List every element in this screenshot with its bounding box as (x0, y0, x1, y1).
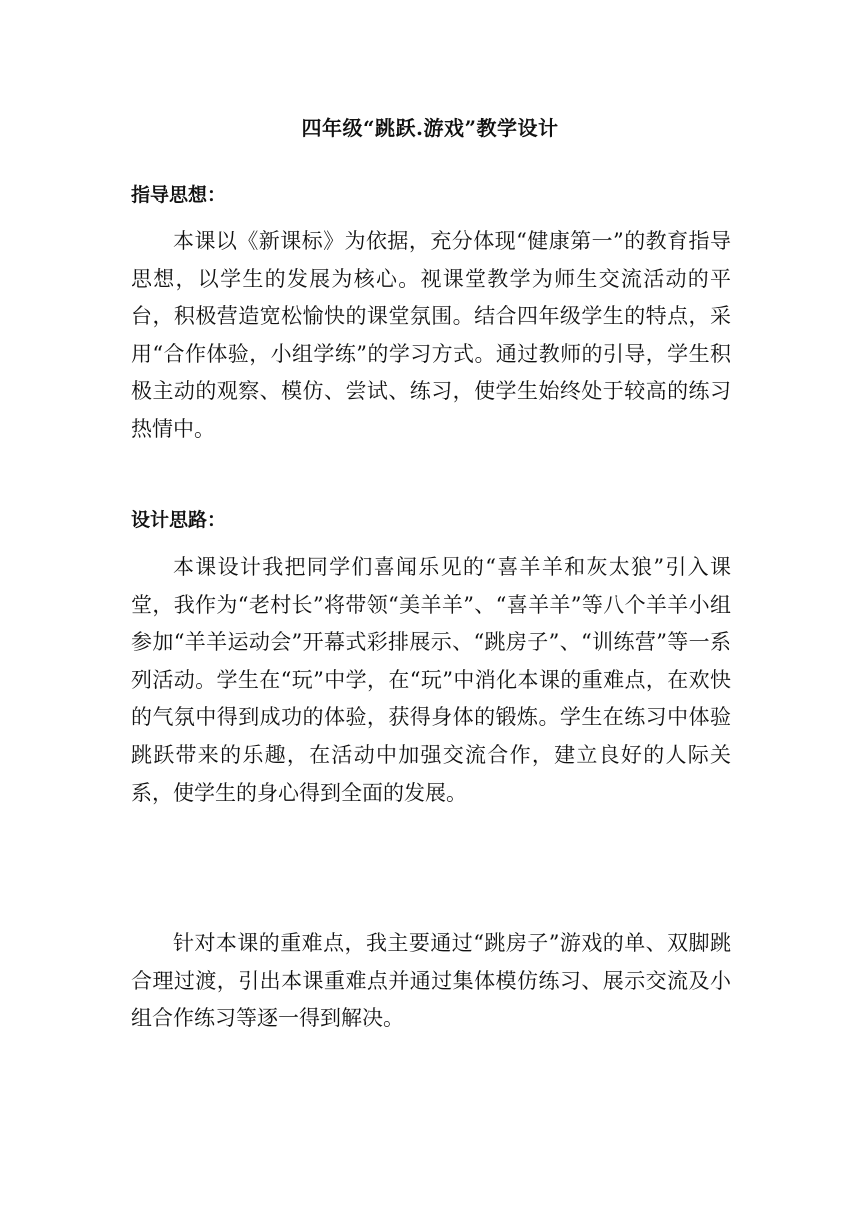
paragraph-design-approach-1: 本课设计我把同学们喜闻乐见的“喜羊羊和灰太狼”引入课堂，我作为“老村长”将带领“美羊羊”、“喜羊羊”等八个羊羊小组参加“羊羊运动会”开幕式彩排展示、“跳房子”、“训练营”等一系列活动。学生在“玩”中学，在“玩”中消化本课的重难点，在欢快的气氛中得到成功的体验，获得身体的锻炼。学生在练习中体验跳跃带来的乐趣，在活动中加强交流合作，建立良好的人际关系，使学生的身心得到全面的发展。 (131, 555, 731, 805)
section-heading-guiding-ideology: 指导思想： (131, 184, 227, 206)
paragraph-design-approach-2: 针对本课的重难点，我主要通过“跳房子”游戏的单、双脚跳合理过渡，引出本课重难点并通过集体模仿练习、展示交流及小组合作练习等逐一得到解决。 (131, 931, 731, 1031)
section-heading-design-approach: 设计思路： (131, 509, 227, 531)
document-title: 四年级“跳跃.游戏”教学设计 (301, 116, 559, 140)
paragraph-guiding-ideology: 本课以《新课标》为依据，充分体现“健康第一”的教育指导思想，以学生的发展为核心。视课堂教学为师生交流活动的平台，积极营造宽松愉快的课堂氛围。结合四年级学生的特点，采用“合作体验，小组学练”的学习方式。通过教师的引导，学生积极主动的观察、模仿、尝试、练习，使学生始终处于较高的练习热情中。 (131, 229, 731, 441)
